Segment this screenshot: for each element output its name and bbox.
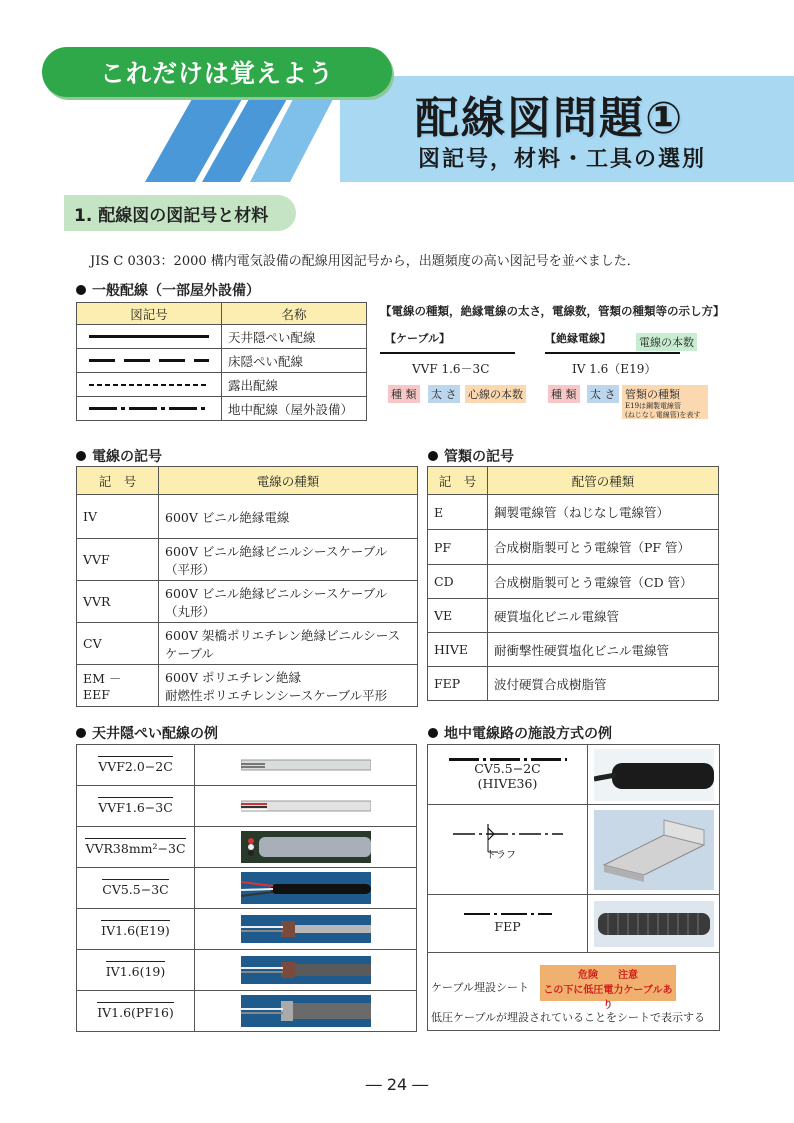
floor-line-symbol <box>89 359 209 362</box>
conduit-symbol: FEP <box>428 667 488 701</box>
vvf-3c-photo <box>241 795 371 817</box>
conduit-type: 耐衝撃性硬質塩化ビニル電線管 <box>488 633 719 667</box>
example-label: VVR38mm²−3C <box>85 838 185 856</box>
wire-type-sub: 耐燃性ポリエチレンシースケーブル平形 <box>165 687 388 703</box>
page-number: ― 24 ― <box>365 1075 429 1094</box>
table-row <box>428 895 720 953</box>
insulated-note1: E19は鋼製電線管 <box>625 402 682 410</box>
col-symbol: 記 号 <box>77 467 159 495</box>
example-label: VVF1.6−3C <box>98 797 173 815</box>
table-row <box>428 633 719 667</box>
sheet-caption: 低圧ケーブルが埋設されていることをシートで表示する <box>431 1011 706 1024</box>
underground-examples-heading <box>428 723 612 743</box>
table-row <box>77 495 418 539</box>
wire-symbol: VVR <box>77 581 159 623</box>
underground-examples-heading-text: 地中電線路の施設方式の例 <box>444 726 612 742</box>
wire-type-sub: （平形） <box>165 561 216 577</box>
row-name: 地中配線（屋外設備） <box>222 397 367 421</box>
col-name: 名称 <box>222 303 367 325</box>
table-row <box>428 667 719 701</box>
wire-symbol: CV <box>77 623 159 665</box>
insulated-tag-conduit: 管類の種類 <box>625 388 680 401</box>
bullet-icon <box>76 285 86 295</box>
conduit-type: 波付硬質合成樹脂管 <box>488 667 719 701</box>
conduit-type: 硬質塩化ビニル電線管 <box>488 599 719 633</box>
conduit-symbol: HIVE <box>428 633 488 667</box>
cable-label: 【ケーブル】 <box>385 332 451 345</box>
cable-line <box>380 352 515 354</box>
legend-title: 【電線の種類，絶縁電線の太さ，電線数，管類の種類等の示し方】 <box>380 304 725 318</box>
row-name: 床隠ぺい配線 <box>222 349 367 373</box>
insulated-tag-size: 太 さ <box>587 385 619 403</box>
fep-pipe-photo <box>594 901 714 947</box>
trough-label: トラフ <box>486 850 516 861</box>
intro-text: JIS C 0303：2000 構内電気設備の配線用図記号から，出題頻度の高い図記号を並べました． <box>90 254 640 269</box>
cable-tag-size: 太 さ <box>428 385 460 403</box>
wire-type-sub: （丸形） <box>165 603 216 619</box>
insulated-tag-kind: 種 類 <box>548 385 580 403</box>
table-row <box>77 349 367 373</box>
ceiling-line-symbol <box>89 335 209 338</box>
cable-tag-kind: 種 類 <box>388 385 420 403</box>
hive-pipe-photo <box>594 749 714 801</box>
ceiling-examples-table <box>76 744 417 1032</box>
fep-line-symbol <box>464 913 552 915</box>
example-label: FEP <box>494 919 521 934</box>
wire-symbol: VVF <box>77 539 159 581</box>
conduit-symbol: CD <box>428 565 488 599</box>
wires-table <box>76 466 418 707</box>
table-row <box>77 397 367 421</box>
ceiling-examples-heading-text: 天井隠ぺい配線の例 <box>92 726 218 742</box>
example-label: IV1.6(PF16) <box>97 1002 174 1020</box>
insulated-count-tag: 電線の本数 <box>636 333 697 351</box>
conduits-heading <box>428 446 514 466</box>
wire-symbol: IV <box>77 495 159 539</box>
table-row <box>77 581 418 623</box>
sheet-sign-line1: 危険 注意 <box>578 970 638 981</box>
ceiling-examples-heading <box>76 723 218 743</box>
warning-sheet-image <box>540 965 676 1011</box>
section-heading: 1. 配線図の図記号と材料 <box>64 195 296 231</box>
wiring-heading-text: 一般配線（一部屋外設備） <box>92 283 260 299</box>
conduit-type: 合成樹脂製可とう電線管（CD 管） <box>488 565 719 599</box>
conduits-table <box>427 466 719 701</box>
iv-e19-photo <box>241 915 371 943</box>
conduit-symbol: PF <box>428 530 488 565</box>
table-row <box>77 325 367 349</box>
bullet-icon <box>76 728 86 738</box>
underground-examples-table <box>427 744 720 1031</box>
vvf-2c-photo <box>241 754 371 776</box>
col-symbol: 図記号 <box>77 303 222 325</box>
table-row <box>77 786 417 827</box>
conduit-symbol: E <box>428 495 488 530</box>
example-label: IV1.6(19) <box>106 961 166 979</box>
bullet-icon <box>76 451 86 461</box>
table-row <box>428 565 719 599</box>
row-name: 露出配線 <box>222 373 367 397</box>
wire-type-sub: ケーブル <box>165 645 214 661</box>
table-row <box>77 539 418 581</box>
conduit-symbol: VE <box>428 599 488 633</box>
bullet-icon <box>428 451 438 461</box>
wire-type: 600V ビニル絶縁電線 <box>165 509 290 525</box>
insulated-note2: (ねじなし電線管)を表す <box>625 411 701 419</box>
page-subtitle: 図記号，材料・工具の選別 <box>418 147 707 172</box>
header-pill: これだけは覚えよう <box>42 47 392 97</box>
wire-type: 600V ビニル絶縁ビニルシースケーブル <box>165 585 388 601</box>
table-row <box>77 868 417 909</box>
conduit-type: 鋼製電線管（ねじなし電線管） <box>488 495 719 530</box>
col-type: 電線の種類 <box>159 467 418 495</box>
conduit-type: 合成樹脂製可とう電線管（PF 管） <box>488 530 719 565</box>
cable-tag-cores: 心線の本数 <box>465 385 526 403</box>
example-label: VVF2.0−2C <box>98 756 173 774</box>
table-row <box>77 665 418 707</box>
table-row <box>428 745 720 805</box>
vvr-photo <box>241 831 371 863</box>
table-row <box>77 623 418 665</box>
underground-line-symbol <box>89 407 209 410</box>
example-label: CV5.5−2C <box>474 761 541 776</box>
cable-text: VVF 1.6－3C <box>412 362 490 376</box>
table-row <box>77 950 417 991</box>
sheet-sign-line2: この下に低圧電力ケーブルあり <box>543 985 673 1011</box>
insulated-tag-conduit-box <box>622 385 708 419</box>
table-row <box>428 599 719 633</box>
table-row <box>77 909 417 950</box>
example-label: IV1.6(E19) <box>101 920 170 938</box>
table-row <box>77 991 417 1032</box>
table-row <box>428 953 720 1031</box>
table-row <box>77 827 417 868</box>
insulated-line <box>545 352 680 354</box>
table-row <box>77 373 367 397</box>
table-row <box>428 805 720 895</box>
wires-heading <box>76 446 162 466</box>
wiring-table <box>76 302 367 421</box>
example-label: CV5.5−3C <box>102 879 168 897</box>
cv-photo <box>241 872 371 904</box>
table-row <box>428 530 719 565</box>
insulated-text: IV 1.6（E19） <box>572 362 657 376</box>
table-row <box>77 745 417 786</box>
exposed-line-symbol <box>89 384 209 386</box>
iv-19-photo <box>241 956 371 984</box>
wires-heading-text: 電線の記号 <box>92 449 162 465</box>
sheet-label: ケーブル埋設シート <box>431 981 530 994</box>
page-title: 配線図問題① <box>415 93 685 144</box>
table-row <box>428 495 719 530</box>
bullet-icon <box>428 728 438 738</box>
col-symbol: 記 号 <box>428 467 488 495</box>
wire-type: 600V ビニル絶縁ビニルシースケーブル <box>165 543 388 559</box>
wiring-heading <box>76 280 260 300</box>
wire-type: 600V ポリエチレン絶縁 <box>165 669 302 685</box>
insulated-label: 【絶縁電線】 <box>545 332 611 345</box>
wire-type: 600V 架橋ポリエチレン絶縁ビニルシース <box>165 627 401 643</box>
conduits-heading-text: 管類の記号 <box>444 449 514 465</box>
col-type: 配管の種類 <box>488 467 719 495</box>
row-name: 天井隠ぺい配線 <box>222 325 367 349</box>
wire-symbol: EM － EEF <box>77 665 159 707</box>
example-label-sub: (HIVE36) <box>477 776 538 791</box>
iv-pf16-photo <box>241 995 371 1027</box>
